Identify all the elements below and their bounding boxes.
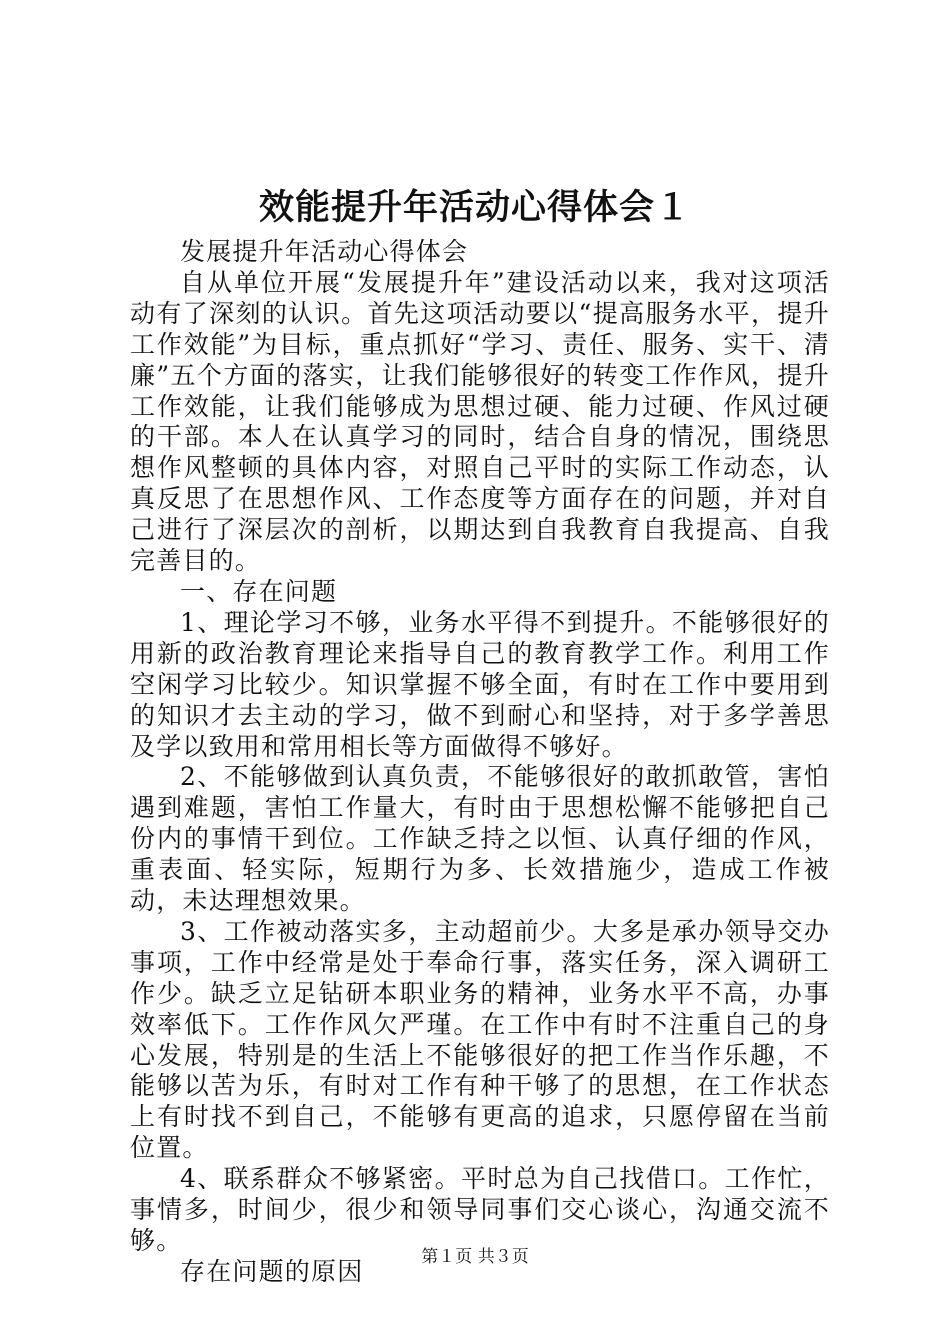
paragraph-problem-1: 1、理论学习不够，业务水平得不到提升。不能够很好的用新的政治教育理论来指导自己的教育教学工作。利用工作空闲学习比较少。知识掌握不够全面，有时在工作中要用到的知识才去主动的学习，做不到耐心和坚持，对于多学善思及学以致用和常用相长等方面做得不够好。 — [130, 607, 830, 761]
paragraph-problem-4: 4、联系群众不够紧密。平时总为自己找借口。工作忙，事情多，时间少，很少和领导同事们交心谈心，沟通交流不够。 — [130, 1164, 830, 1255]
paragraph-subtitle: 发展提升年活动心得体会 — [180, 237, 469, 266]
paragraph-problem-2: 2、不能够做到认真负责，不能够很好的敢抓敢管，害怕遇到难题，害怕工作量大，有时由于思想松懈不能够把自己份内的事情干到位。工作缺乏持之以恒、认真仔细的作风，重表面、轻实际，短期行为多、长效措施少，造成工作被动，未达理想效果。 — [130, 762, 830, 916]
paragraph-intro: 自从单位开展“发展提升年”建设活动以来，我对这项活动有了深刻的认识。首先这项活动要以“提高服务水平，提升工作效能”为目标，重点抓好“学习、责任、服务、实干、清廉”五个方面的落实，让我们能够很好的转变工作作风，提升工作效能，让我们能够成为思想过硬、能力过硬、作风过硬的干部。本人在认真学习的同时，结合自身的情况，围绕思想作风整顿的具体内容，对照自己平时的实际工作动态，认真反思了在思想作风、工作态度等方面存在的问题，并对自己进行了深层次的剖析，以期达到自我教育自我提高、自我完善目的。 — [130, 267, 830, 576]
document-body — [130, 237, 830, 1288]
section-heading-problems: 一、存在问题 — [180, 576, 338, 606]
document-title: 效能提升年活动心得体会１ — [258, 187, 691, 228]
page-footer: 第１页 共３页 — [421, 1247, 529, 1267]
section-heading-causes: 存在问题的原因 — [180, 1256, 364, 1286]
paragraph-problem-3: 3、工作被动落实多，主动超前少。大多是承办领导交办事项，工作中经常是处于奉命行事，落实任务，深入调研工作少。缺乏立足钻研本职业务的精神，业务水平不高，办事效率低下。工作作风欠严瑾。在工作中有时不注重自己的身心发展，特别是的生活上不能够很好的把工作当作乐趣，不能够以苦为乐，有时对工作有种干够了的思想，在工作状态上有时找不到自己，不能够有更高的追求，只愿停留在当前位置。 — [130, 916, 830, 1163]
